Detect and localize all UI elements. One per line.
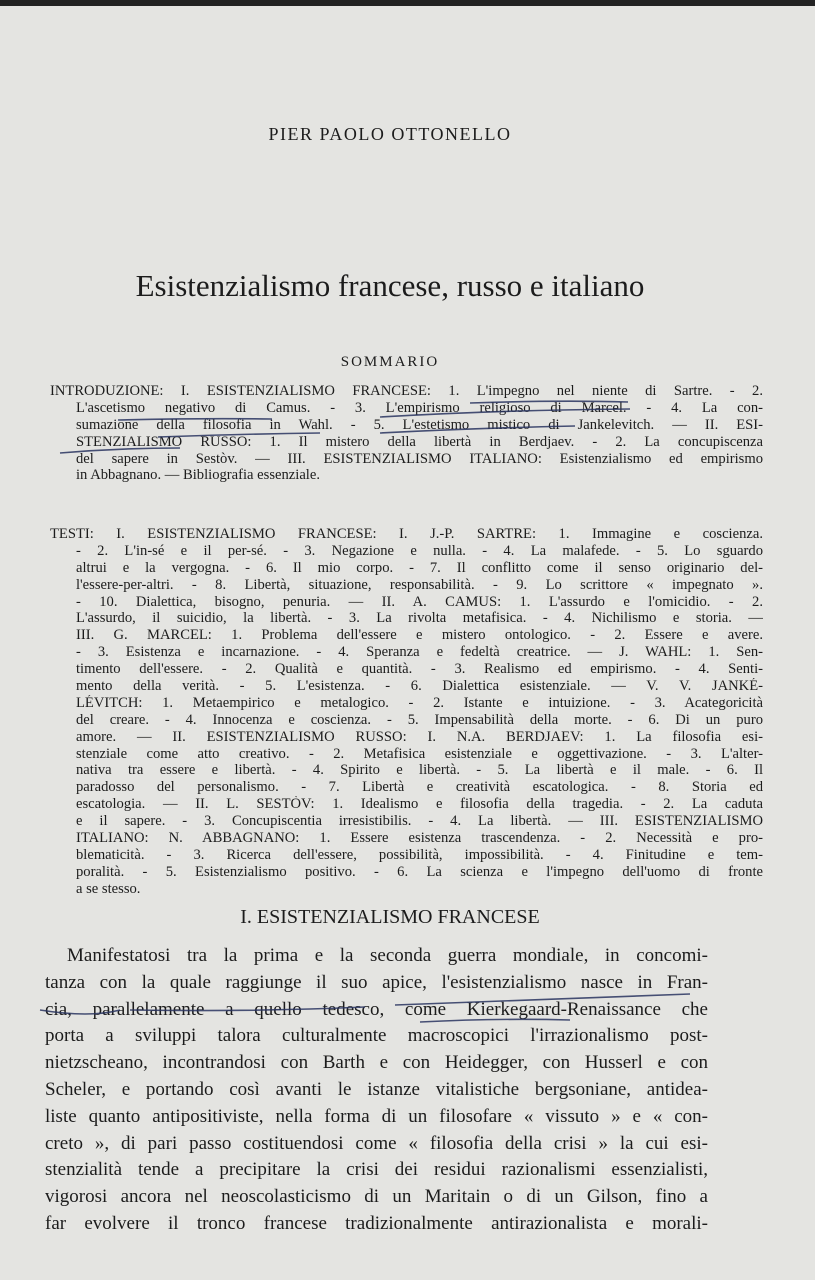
text-line: e il sapere. - 3. Concupiscentia irresistibilis. - 4. La libertà. — III. ESISTENZIALISMO bbox=[76, 813, 763, 830]
text-line: III. G. MARCEL: 1. Problema dell'essere e mistero ontologico. - 2. Essere e avere. bbox=[76, 627, 763, 644]
text-line: escatologia. — II. L. SESTÒV: 1. Idealismo e filosofia della tragedia. - 2. La caduta bbox=[76, 796, 763, 813]
sommario-testi bbox=[50, 526, 763, 898]
text-line: Manifestatosi tra la prima e la seconda guerra mondiale, in concomi- bbox=[67, 945, 708, 966]
sommario-introduzione bbox=[50, 383, 763, 484]
text-line: del sapere in Sestòv. — III. ESISTENZIALISMO ITALIANO: Esistenzialismo ed empirismo bbox=[76, 450, 763, 467]
section-heading: I. ESISTENZIALISMO FRANCESE bbox=[240, 906, 540, 928]
text-line: sumazione della filosofia in Wahl. - 5. L'estetismo mistico di Jankelevitch. — II. ESI- bbox=[76, 416, 763, 433]
text-line: blematicità. - 3. Ricerca dell'essere, possibilità, impossibilità. - 4. Finitudine e tem- bbox=[76, 846, 763, 863]
text-line: - 2. L'in-sé e il per-sé. - 3. Negazione e nulla. - 4. La malafede. - 5. Lo sguardo bbox=[76, 542, 763, 559]
text-line: tanza con la quale raggiunge il suo apice, l'esistenzialismo nasce in Fran- bbox=[45, 971, 708, 993]
text-line: ITALIANO: N. ABBAGNANO: 1. Essere esistenza trascendenza. - 2. Necessità e pro- bbox=[76, 830, 763, 847]
text-line: porta a sviluppi talora culturalmente macroscopici l'irrazionalismo post- bbox=[45, 1025, 708, 1047]
text-line: creto », di pari passo costituendosi come « filosofia della crisi » la cui esi- bbox=[45, 1132, 708, 1154]
text-line: INTRODUZIONE: I. ESISTENZIALISMO FRANCESE: 1. L'impegno nel niente di Sartre. - 2. bbox=[50, 383, 763, 399]
text-line: LÉVITCH: 1. Metaempirico e metalogico. - 2. Istante e intuizione. - 3. Acategoricità bbox=[76, 694, 763, 711]
text-line: L'ascetismo negativo di Camus. - 3. L'empirismo religioso di Marcel. - 4. La con- bbox=[76, 399, 763, 416]
text-line: liste quanto antipositiviste, nella forma di un filosofare « vissuto » e « con- bbox=[45, 1105, 708, 1127]
text-line: Scheler, e portando così avanti le istanze vitalistiche bergsoniane, antidea- bbox=[45, 1078, 708, 1100]
author-name: PIER PAOLO OTTONELLO bbox=[268, 124, 512, 144]
body-paragraph bbox=[45, 943, 708, 1238]
text-line: mento della verità. - 5. L'esistenza. - 6. Dialettica esistenziale. — V. V. JANKÉ- bbox=[76, 678, 763, 695]
text-line: in Abbagnano. — Bibliografia essenziale. bbox=[76, 467, 320, 484]
text-line: - 10. Dialettica, bisogno, penuria. — II. A. CAMUS: 1. L'assurdo e l'omicidio. - 2. bbox=[76, 593, 763, 610]
text-line: - 3. Esistenza e incarnazione. - 4. Speranza e fedeltà creatrice. — J. WAHL: 1. Sen- bbox=[76, 644, 763, 661]
page-title: Esistenzialismo francese, russo e italiano bbox=[135, 268, 645, 303]
text-line: altrui e la vergogna. - 6. Il mio corpo. - 7. Il conflitto come il senso originario del- bbox=[76, 559, 763, 576]
text-line: l'essere-per-altri. - 8. Libertà, situazione, responsabilità. - 9. Lo scrittore « impegnato ». bbox=[76, 576, 763, 593]
text-line: stenziale come atto creativo. - 2. Metafisica esistenziale e oggettivazione. - 3. L'alter- bbox=[76, 745, 763, 762]
text-line: poralità. - 5. Esistenzialismo positivo. - 6. La scienza e l'impegno dell'uomo di fronte bbox=[76, 863, 763, 880]
scan-edge bbox=[0, 0, 815, 6]
text-line: nietzscheano, incontrandosi con Barth e con Heidegger, con Husserl e con bbox=[45, 1052, 708, 1074]
text-line: cia, parallelamente a quello tedesco, come Kierkegaard-Renaissance che bbox=[45, 998, 708, 1020]
text-line: a se stesso. bbox=[76, 880, 141, 897]
text-line: STENZIALISMO RUSSO: 1. Il mistero della libertà in Berdjaev. - 2. La concupiscenza bbox=[76, 433, 763, 450]
text-line: L'assurdo, il suicidio, la libertà. - 3. La rivolta metafisica. - 4. Nichilismo e storia. — bbox=[76, 610, 763, 627]
text-line: nativa tra essere e libertà. - 4. Spirito e libertà. - 5. La libertà e il male. - 6. Il bbox=[76, 762, 763, 779]
text-line: far evolvere il tronco francese tradizionalmente antirazionalista e morali- bbox=[45, 1212, 708, 1234]
text-line: TESTI: I. ESISTENZIALISMO FRANCESE: I. J.-P. SARTRE: 1. Immagine e coscienza. bbox=[50, 526, 763, 542]
text-line: vigorosi ancora nel neoscolasticismo di un Maritain o di un Gilson, fino a bbox=[45, 1186, 708, 1208]
text-line: del creare. - 4. Innocenza e coscienza. - 5. Impensabilità della morte. - 6. Di un puro bbox=[76, 711, 763, 728]
text-line: paradosso del personalismo. - 7. Libertà e creatività escatologica. - 8. Storia ed bbox=[76, 779, 763, 796]
text-line: amore. — II. ESISTENZIALISMO RUSSO: I. N.A. BERDJAEV: 1. La filosofia esi- bbox=[76, 728, 763, 745]
sommario-heading: SOMMARIO bbox=[340, 354, 440, 370]
text-line: stenzialità tende a precipitare la crisi dei residui razionalismi essenzialisti, bbox=[45, 1159, 708, 1181]
text-line: timento dell'essere. - 2. Qualità e quantità. - 3. Realismo ed empirismo. - 4. Senti- bbox=[76, 661, 763, 678]
